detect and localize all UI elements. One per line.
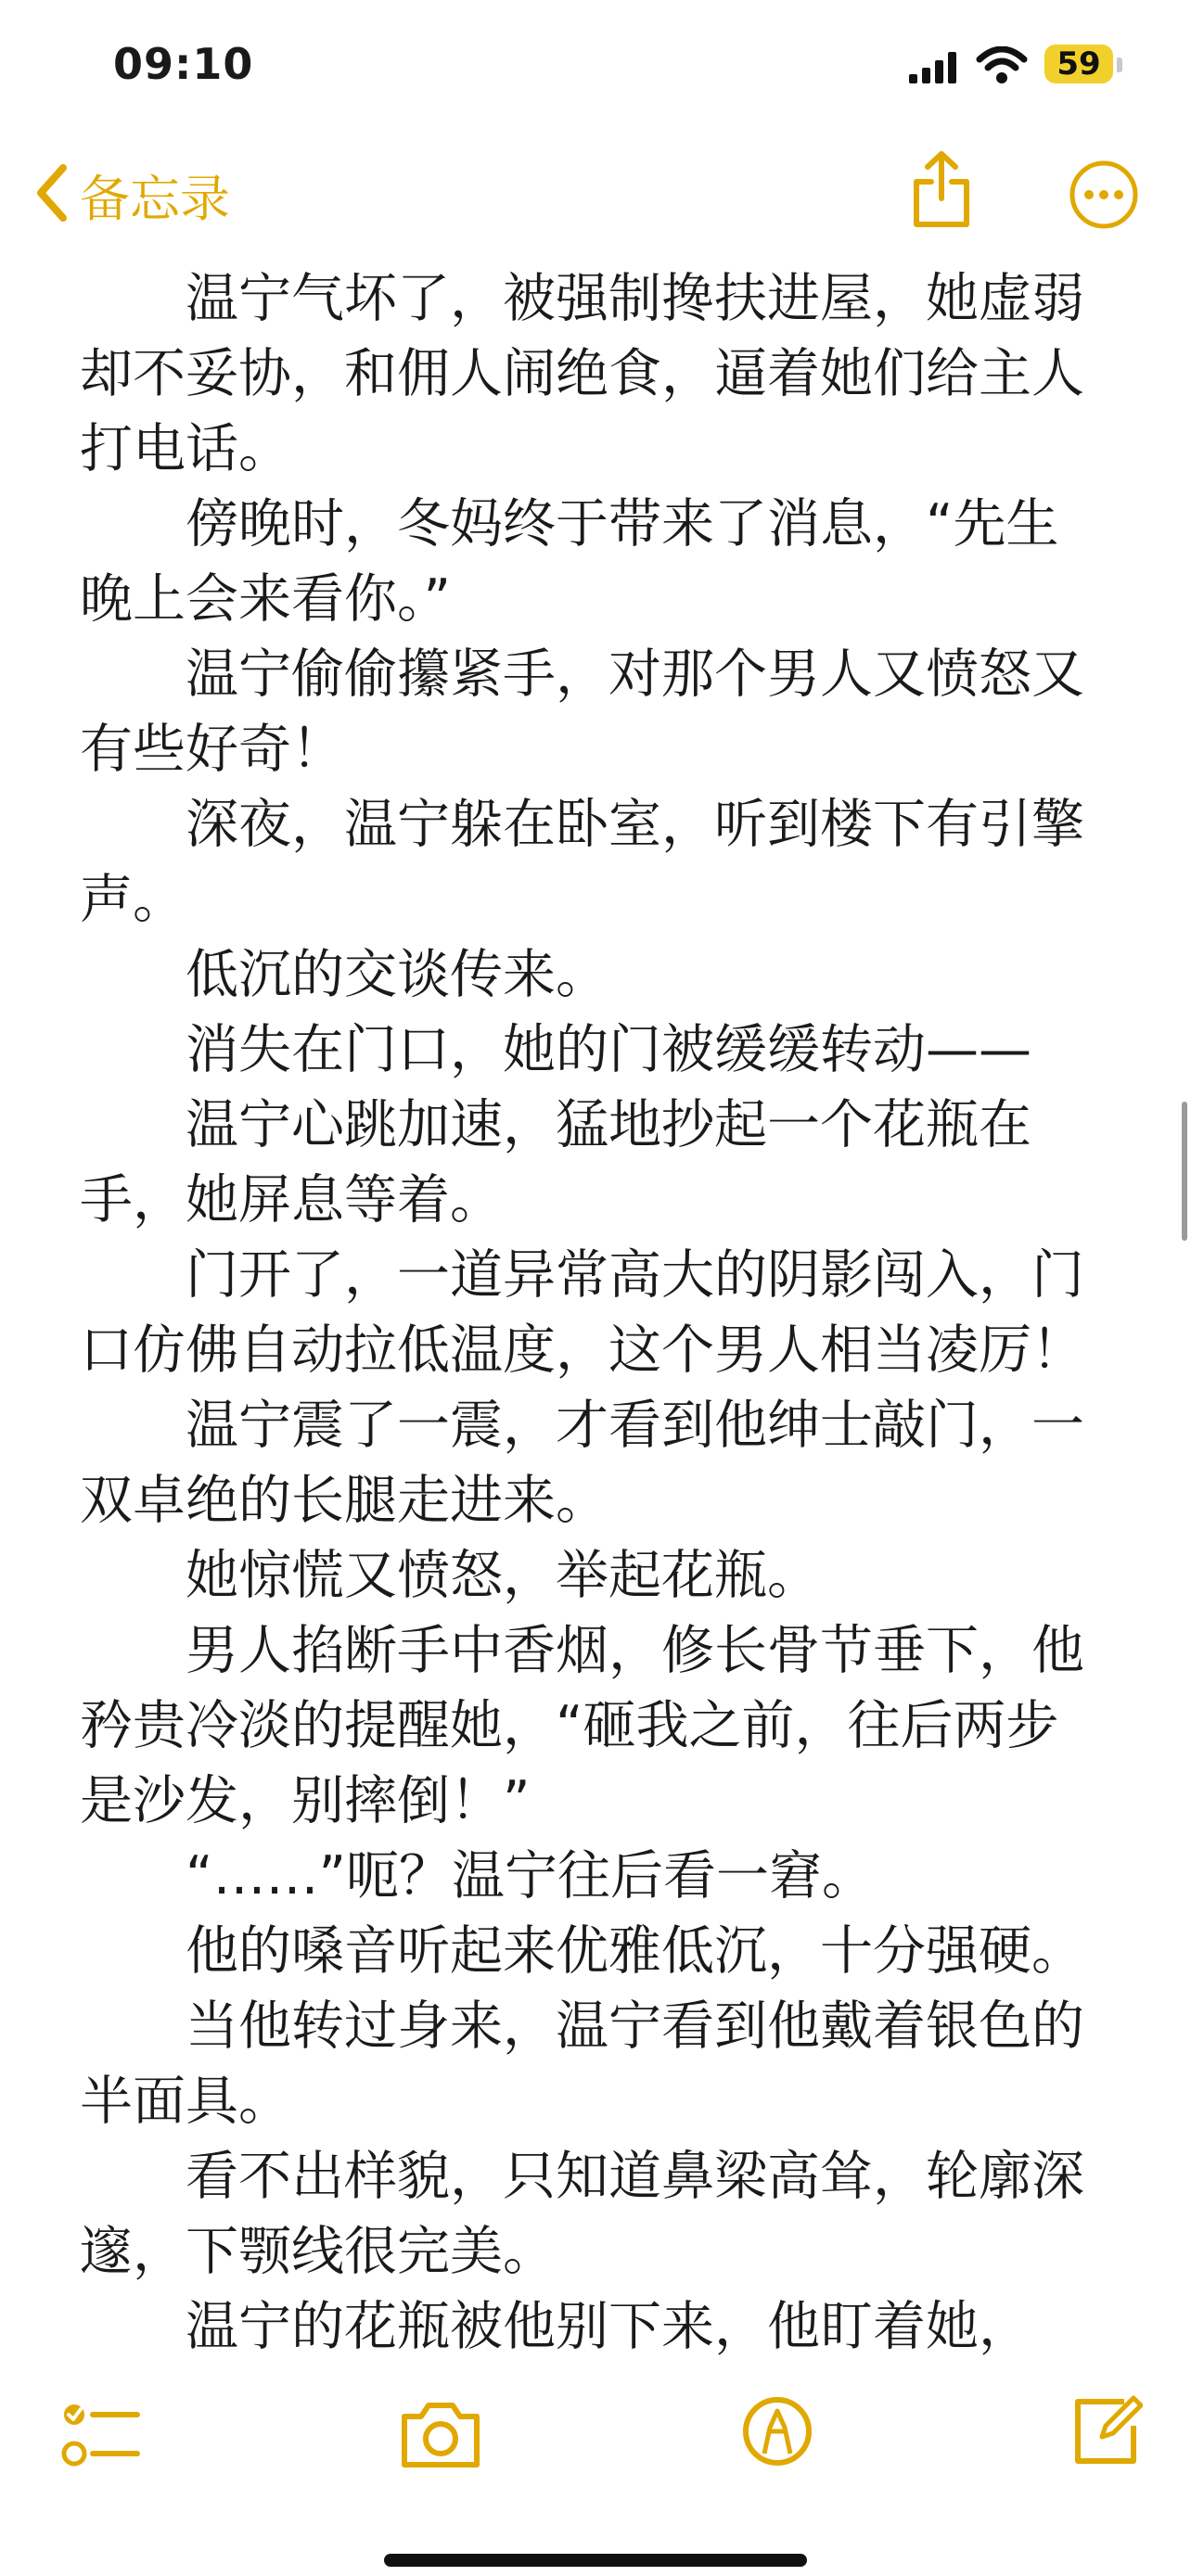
status-bar <box>0 0 1191 139</box>
battery-icon: 59 <box>1044 45 1113 83</box>
note-paragraph: 温宁的花瓶被他别下来，他盯着她， <box>186 2296 1031 2357</box>
note-paragraph: 温宁心跳加速，猛地抄起一个花瓶在手，她屏息等着。 <box>80 1094 1031 1231</box>
wifi-icon <box>976 46 1028 89</box>
note-paragraph: “……”呃？温宁往后看一窘。 <box>186 1845 876 1906</box>
back-button[interactable] <box>33 158 230 232</box>
note-paragraph: 看不出样貌，只知道鼻梁高耸，轮廓深邃，下颚线很完美。 <box>80 2146 1084 2282</box>
note-paragraph: 消失在门口，她的门被缓缓转动—— <box>186 1019 1031 1080</box>
note-paragraph: 温宁偷偷攥紧手，对那个男人又愤怒又有些好奇！ <box>80 644 1084 780</box>
compose-icon[interactable] <box>1069 2392 1143 2470</box>
chevron-left-icon <box>33 162 70 227</box>
note-paragraph: 门开了，一道异常高大的阴影闯入，门口仿佛自动拉低温度，这个男人相当凌厉！ <box>80 1244 1084 1381</box>
markup-pen-icon[interactable] <box>740 2391 814 2472</box>
status-time: 09:10 <box>113 39 254 89</box>
note-paragraph: 温宁震了一震，才看到他绅士敲门，一双卓绝的长腿走进来。 <box>80 1395 1084 1531</box>
share-icon[interactable] <box>909 150 974 234</box>
scrollbar[interactable] <box>1182 1102 1187 1241</box>
bottom-toolbar <box>0 2383 1191 2485</box>
note-paragraph: 当他转过身来，温宁看到他戴着银色的半面具。 <box>80 1996 1084 2132</box>
camera-icon[interactable] <box>399 2396 482 2474</box>
note-paragraph: 她惊慌又愤怒，举起花瓶。 <box>186 1545 820 1606</box>
note-paragraph: 低沉的交谈传来。 <box>186 944 608 1005</box>
note-paragraph: 男人掐断手中香烟，修长骨节垂下，他矜贵冷淡的提醒她，“砸我之前，往后两步是沙发，别摔倒！” <box>80 1620 1084 1831</box>
note-paragraph: 温宁气坏了，被强制搀扶进屋，她虚弱却不妥协，和佣人闹绝食，逼着她们给主人打电话。 <box>80 268 1084 479</box>
battery-cap <box>1117 57 1122 72</box>
more-options-icon[interactable] <box>1069 159 1139 234</box>
home-indicator[interactable] <box>384 2554 807 2567</box>
nav-bar <box>0 139 1191 250</box>
cellular-signal-icon <box>909 52 959 87</box>
note-paragraph: 深夜，温宁躲在卧室，听到楼下有引擎声。 <box>80 794 1084 930</box>
checklist-icon[interactable] <box>61 2396 141 2478</box>
note-paragraph: 他的嗓音听起来优雅低沉，十分强硬。 <box>186 1920 1084 1982</box>
note-body[interactable] <box>80 261 1111 2365</box>
note-paragraph: 傍晚时，冬妈终于带来了消息，“先生晚上会来看你。” <box>80 493 1059 630</box>
back-label: 备忘录 <box>80 169 230 228</box>
